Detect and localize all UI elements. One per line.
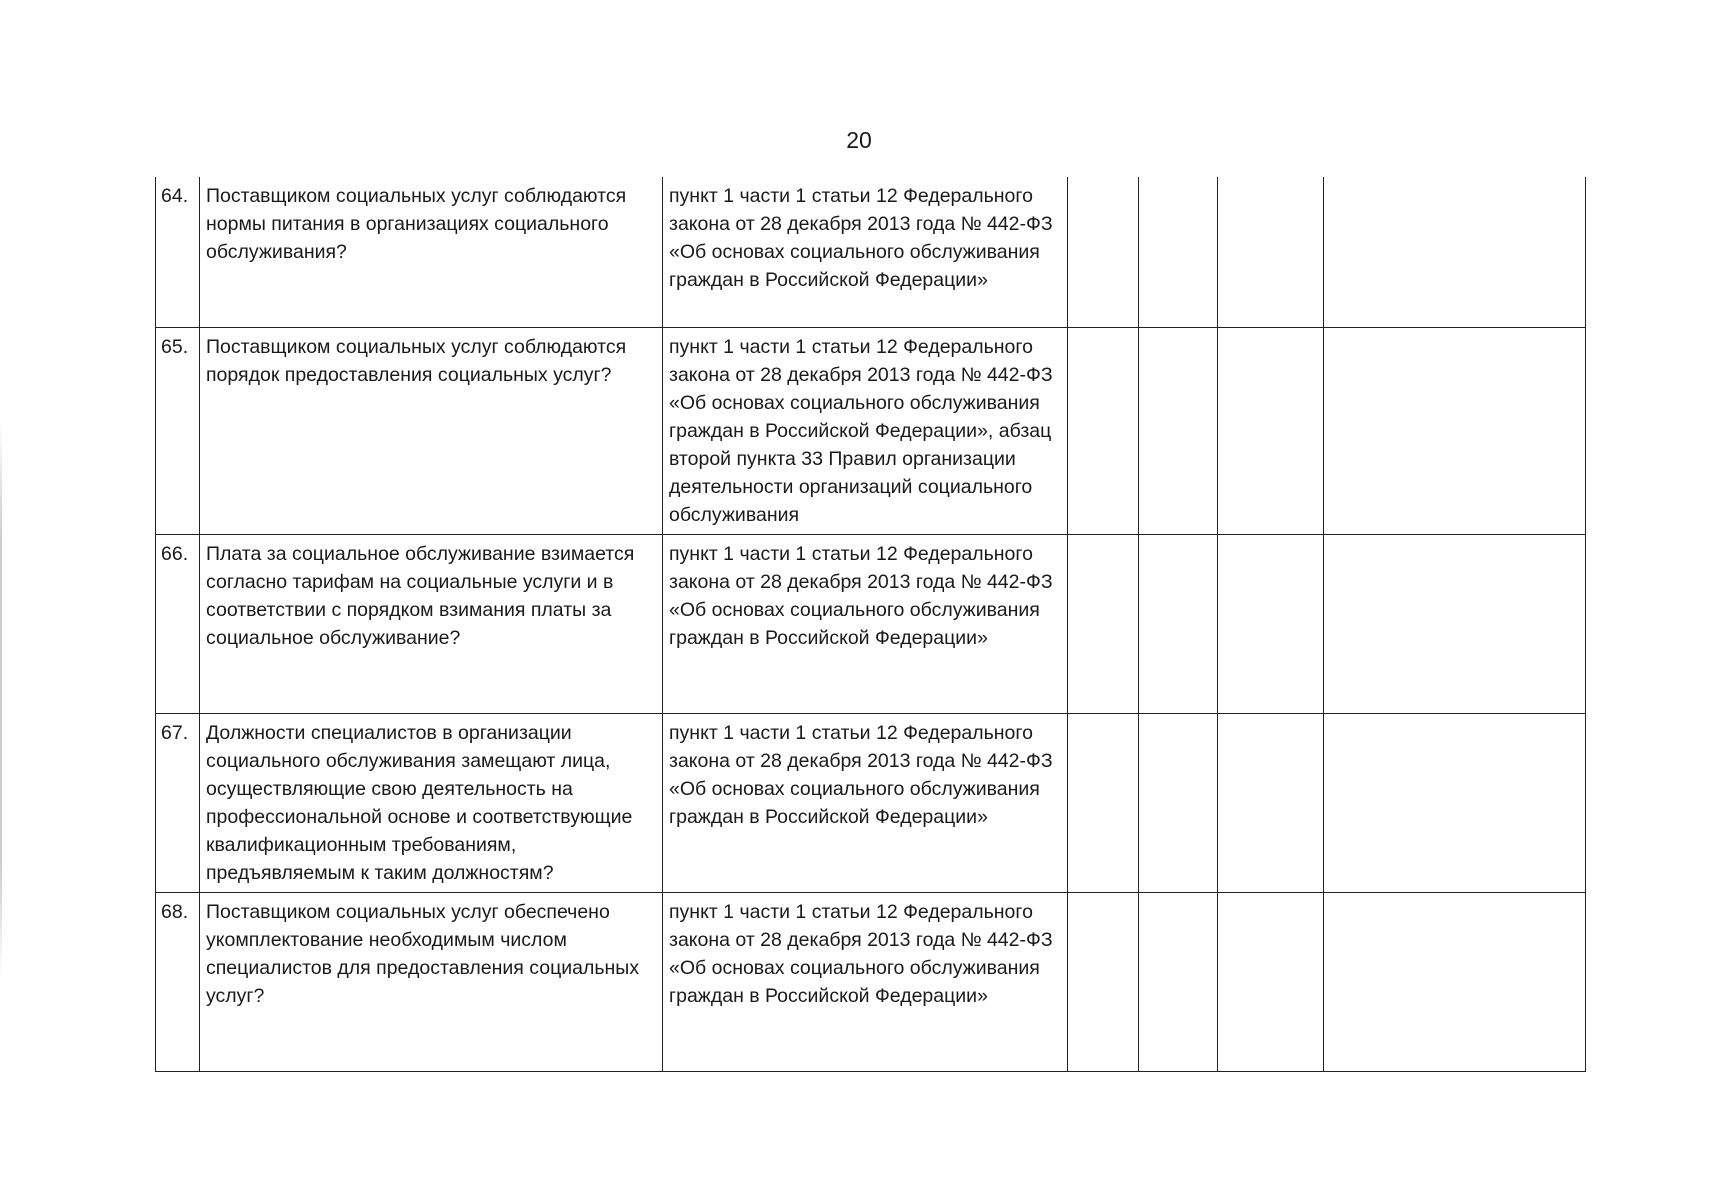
not-applicable-cell (1218, 713, 1324, 892)
row-number: 66. (156, 534, 200, 713)
requirement-question: Плата за социальное обслуживание взимается согласно тарифам на социальные услуги и в соответствии с порядком взимания платы за социальное обслуживание? (200, 534, 663, 713)
legal-reference: пункт 1 части 1 статьи 12 Федерального закона от 28 декабря 2013 года № 442-ФЗ «Об основах социального обслуживания граждан в Российской Федерации» (663, 892, 1068, 1071)
answer-yes-cell (1068, 177, 1139, 327)
not-applicable-cell (1218, 892, 1324, 1071)
page-number: 20 (846, 127, 872, 153)
table-row (156, 534, 1586, 713)
legal-reference: пункт 1 части 1 статьи 12 Федерального закона от 28 декабря 2013 года № 442-ФЗ «Об основах социального обслуживания граждан в Российской Федерации» (663, 177, 1068, 327)
not-applicable-cell (1218, 177, 1324, 327)
answer-yes-cell (1068, 534, 1139, 713)
requirement-question: Должности специалистов в организации социального обслуживания замещают лица, осуществляющие свою деятельность на профессиональной основе и соответствующие квалификационным требованиям, предъявляемым к таким должностям? (200, 713, 663, 892)
checklist-table (155, 177, 1586, 1072)
answer-no-cell (1139, 892, 1218, 1071)
legal-reference: пункт 1 части 1 статьи 12 Федерального закона от 28 декабря 2013 года № 442-ФЗ «Об основах социального обслуживания граждан в Российской Федерации» (663, 534, 1068, 713)
table-row (156, 713, 1586, 892)
row-number: 64. (156, 177, 200, 327)
legal-reference: пункт 1 части 1 статьи 12 Федерального закона от 28 декабря 2013 года № 442-ФЗ «Об основах социального обслуживания граждан в Российской Федерации», абзац второй пункта 33 Правил организации деятельности организаций социального обслуживания (663, 327, 1068, 534)
answer-no-cell (1139, 177, 1218, 327)
table-row (156, 892, 1586, 1071)
note-cell (1324, 892, 1586, 1071)
answer-no-cell (1139, 534, 1218, 713)
note-cell (1324, 534, 1586, 713)
requirement-question: Поставщиком социальных услуг обеспечено укомплектование необходимым числом специалистов для предоставления социальных услуг? (200, 892, 663, 1071)
answer-yes-cell (1068, 713, 1139, 892)
not-applicable-cell (1218, 534, 1324, 713)
requirement-question: Поставщиком социальных услуг соблюдаются нормы питания в организациях социального обслуживания? (200, 177, 663, 327)
table-row (156, 327, 1586, 534)
answer-no-cell (1139, 713, 1218, 892)
answer-no-cell (1139, 327, 1218, 534)
requirement-question: Поставщиком социальных услуг соблюдаются порядок предоставления социальных услуг? (200, 327, 663, 534)
row-number: 67. (156, 713, 200, 892)
note-cell (1324, 327, 1586, 534)
note-cell (1324, 177, 1586, 327)
answer-yes-cell (1068, 892, 1139, 1071)
note-cell (1324, 713, 1586, 892)
scan-edge-shadow (0, 420, 2, 980)
row-number: 65. (156, 327, 200, 534)
not-applicable-cell (1218, 327, 1324, 534)
row-number: 68. (156, 892, 200, 1071)
answer-yes-cell (1068, 327, 1139, 534)
table-row (156, 177, 1586, 327)
legal-reference: пункт 1 части 1 статьи 12 Федерального закона от 28 декабря 2013 года № 442-ФЗ «Об основах социального обслуживания граждан в Российской Федерации» (663, 713, 1068, 892)
